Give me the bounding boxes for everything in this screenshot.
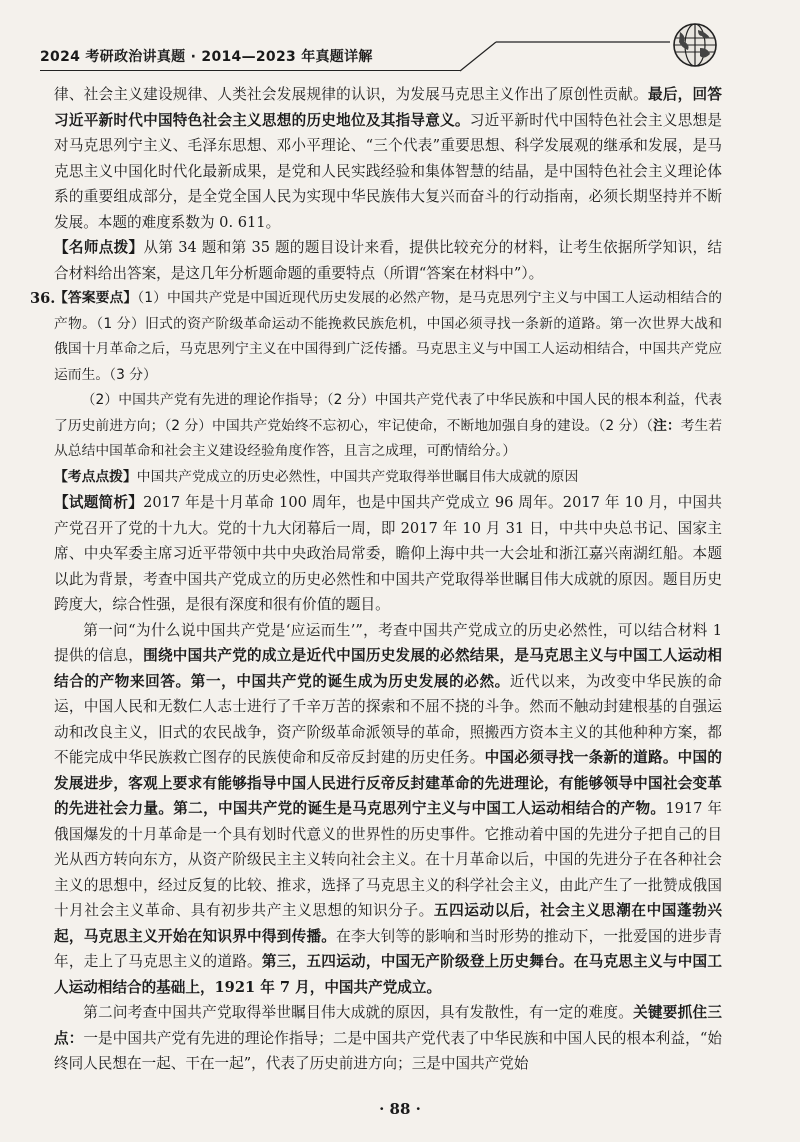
section-label: 【答案要点】: [54, 290, 138, 306]
globe-icon: [672, 22, 718, 68]
paragraph-question-1: 第一问“为什么说中国共产党是‘应运而生’”，考查中国共产党成立的历史必然性，可以结合材料 1 提供的信息，围绕中国共产党的成立是近代中国历史发展的必然结果，是马克思主义与中国工人运动相结合的产物来回答。第一，中国共产党的诞生成为历史发展的必然。近代以来，为改变中华民族的命运，中国人民和无数仁人志士进行了千辛万苦的探索和不屈不挠的斗争。然而不触动封建根基的自强运动和改良主义，旧式的农民战争，资产阶级革命派领导的革命，照搬西方资本主义的其他种种方案，都不能完成中华民族救亡图存的民族使命和反帝反封建的历史任务。中国必须寻找一条新的道路。中国的发展进步，客观上要求有能够指导中国人民进行反帝反封建革命的先进理论，有能够领导中国社会变革的先进社会力量。第二，中国共产党的诞生是马克思列宁主义与中国工人运动相结合的产物。1917 年俄国爆发的十月革命是一个具有划时代意义的世界性的历史事件。它推动着中国的先进分子把自己的目光从西方转向东方，从资产阶级民主主义转向社会主义。在十月革命以后，中国的先进分子在各种社会主义的思想中，经过反复的比较、推求，选择了马克思主义的科学社会主义，由此产生了一批赞成俄国十月社会主义革命、具有初步共产主义思想的知识分子。五四运动以后，社会主义思潮在中国蓬勃兴起，马克思主义开始在知识界中得到传播。在李大钊等的影响和当时形势的推动下，一批爱国的进步青年，走上了马克思主义的道路。第三，五四运动，中国无产阶级登上历史舞台。在马克思主义与中国工人运动相结合的基础上，1921 年 7 月，中国共产党成立。: [54, 621, 723, 996]
page-number: · 88 ·: [379, 1100, 421, 1118]
section-label: 【试题简析】: [54, 494, 144, 511]
analysis-paragraph: 【试题简析】2017 年是十月革命 100 周年，也是中国共产党成立 96 周年。2017 年 10 月，中国共产党召开了党的十九大。党的十九大闭幕后一周，即 2017 年 10 月 31 日，中共中央总书记、国家主席、中央军委主席习近平带领中共中央政治局常委，瞻仰上海中共一大会址和浙江嘉兴南湖红船。本题以此为背景，考查中国共产党成立的历史必然性和中国共产党取得举世瞩目伟大成就的原因。题目历史跨度大，综合性强，是很有深度和很有价值的题目。: [54, 494, 722, 613]
page-body: [30, 82, 723, 1077]
question-number: 36.: [30, 290, 56, 307]
section-label: 【名师点拨】: [54, 239, 144, 256]
paragraph-question-2: 第二问考查中国共产党取得举世瞩目伟大成就的原因，具有发散性，有一定的难度。关键要抓住三点：一是中国共产党有先进的理论作指导；二是中国共产党代表了中华民族和中国人民的根本利益，“始终同人民想在一起、干在一起”，代表了历史前进方向；三是中国共产党始: [54, 1004, 722, 1072]
answer-points: 【答案要点】（1）中国共产党是中国近现代历史发展的必然产物，是马克思列宁主义与中国工人运动相结合的产物。（1 分）旧式的资产阶级革命运动不能挽救民族危机，中国必须寻找一条新的道路。第一次世界大战和俄国十月革命之后，马克思列宁主义在中国得到广泛传播。马克思主义与中国工人运动相结合，中国共产党应运而生。（3 分）: [54, 290, 722, 383]
paragraph: 律、社会主义建设规律、人类社会发展规律的认识，为发展马克思主义作出了原创性贡献。最后，回答习近平新时代中国特色社会主义思想的历史地位及其指导意义。习近平新时代中国特色社会主义思想是对马克思列宁主义、毛泽东思想、邓小平理论、“三个代表”重要思想、科学发展观的继承和发展，是马克思主义中国化时代化最新成果，是党和人民实践经验和集体智慧的结晶，是中国特色社会主义理论体系的重要组成部分，是全党全国人民为实现中华民族伟大复兴而奋斗的行动指南，必须长期坚持并不断发展。本题的难度系数为 0. 611。: [54, 86, 722, 231]
header-rule-slant: [456, 40, 676, 74]
book-title: 2024 考研政治讲真题 · 2014—2023 年真题详解: [40, 49, 373, 65]
header-rule: [40, 70, 460, 71]
question-36: [30, 286, 723, 490]
key-points: 【考点点拨】中国共产党成立的历史必然性，中国共产党取得举世瞩目伟大成就的原因: [54, 468, 579, 485]
page-header: [0, 0, 800, 72]
answer-points-2: （2）中国共产党有先进的理论作指导；（2 分）中国共产党代表了中华民族和中国人民的根本利益，代表了历史前进方向；（2 分）中国共产党始终不忘初心，牢记使命，不断地加强自身的建设。（2 分）（注：考生若从总结中国革命和社会主义建设经验角度作答，且言之成理，可酌情给分。）: [54, 392, 723, 459]
section-label: 【考点点拨】: [54, 468, 137, 485]
tip-paragraph: 【名师点拨】从第 34 题和第 35 题的题目设计来看，提供比较充分的材料，让考生依据所学知识，结合材料给出答案，是这几年分析题命题的重要特点（所谓“答案在材料中”）。: [54, 239, 722, 282]
bold-text: 最后，回答习近平新时代中国特色社会主义思想的历史地位及其指导意义。: [54, 86, 722, 129]
